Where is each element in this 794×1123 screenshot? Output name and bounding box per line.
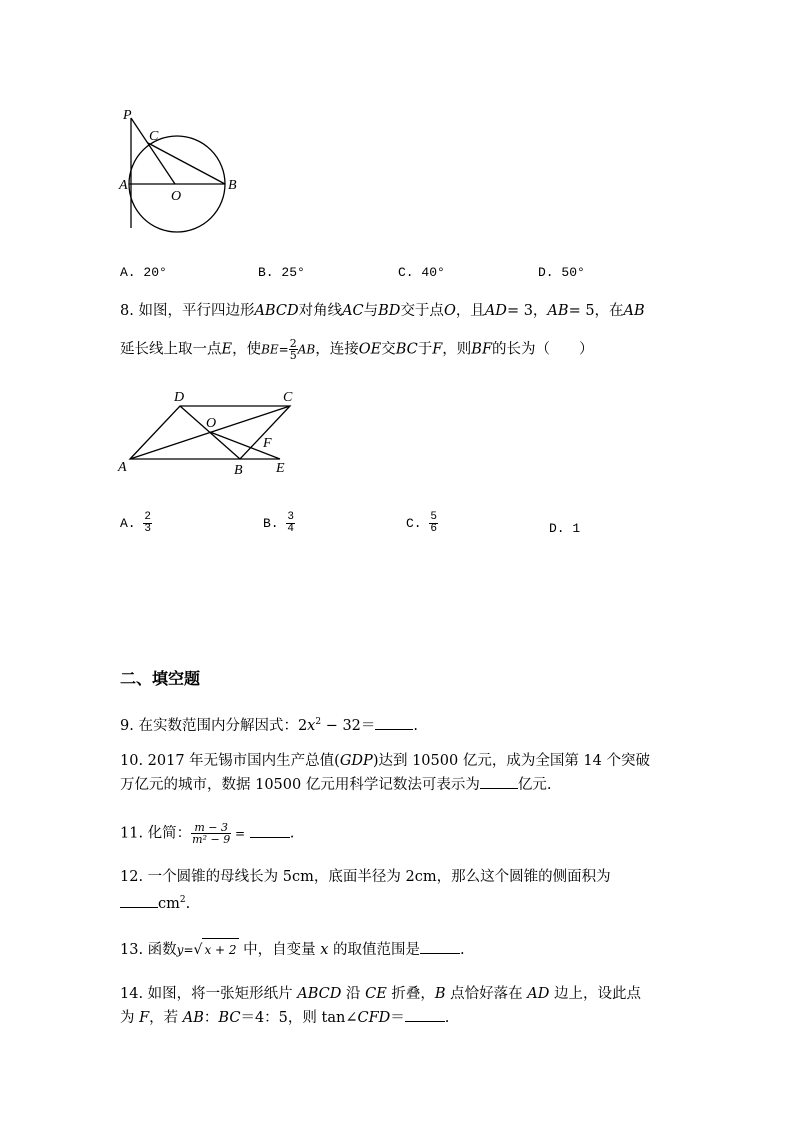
- q8-label-o: O: [206, 416, 217, 431]
- q7-option-b: B. 25°: [258, 265, 305, 280]
- q8-figure: [112, 385, 312, 480]
- q8-option-b: B. $\frac{3}{4}$: [263, 511, 295, 535]
- q10-line-2: 万亿元的城市，数据 10500 亿元用科学记数法可表示为 亿元.: [120, 774, 551, 796]
- q7-option-d: D. 50°: [538, 265, 585, 280]
- q10-answer-blank[interactable]: [480, 774, 518, 789]
- q14-line-1: 14. 如图，将一张矩形纸片 ABCD 沿 CE 折叠，B 点恰好落在 AD 边上，设此点: [120, 986, 642, 1002]
- q9-answer-blank[interactable]: [375, 715, 413, 730]
- q7-line-cb: [148, 143, 225, 184]
- q12-line-2: $cm^2$.: [120, 889, 190, 915]
- q8-option-d: D. 1: [549, 521, 581, 536]
- q13-radicand: x + 2: [202, 938, 238, 961]
- q7-line-pc: [131, 118, 175, 184]
- q11-answer-blank[interactable]: [250, 823, 290, 838]
- q8-option-a: A. $\frac{2}{3}$: [120, 511, 152, 535]
- q11-fraction: $\frac{m - 3}{\text{m² − 9}}$: [192, 821, 231, 846]
- q7-figure: [112, 100, 252, 235]
- q7-label-b: B: [228, 178, 237, 193]
- q8-label-e: E: [276, 461, 285, 476]
- q11: 11. 化简： $\frac{m - 3}{\text{m² − 9}}$ = .: [120, 821, 295, 846]
- q8-label-d: D: [174, 390, 185, 405]
- q12-line-1: 12. 一个圆锥的母线长为 5cm，底面半径为 2cm，那么这个圆锥的侧面积为: [120, 869, 611, 885]
- q8-option-c: C. $\frac{5}{6}$: [406, 511, 438, 535]
- q8-label-b: B: [234, 463, 243, 478]
- q14-line-2: 为 F，若 AB：BC＝4：5，则 tan∠CFD＝ .: [120, 1007, 449, 1029]
- q7-label-p: P: [123, 108, 132, 123]
- q7-label-c: C: [149, 129, 159, 144]
- q8-line-1: 8. 如图，平行四边形ABCD对角线AC与BD交于点O，且AD= 3，AB= 5，在AB: [120, 303, 645, 319]
- q8-line-2: 延长线上取一点E，使BE= $\frac{2}{5}$ AB，连接OE交BC于F，则BF的长为（ ）: [120, 337, 594, 362]
- q12-answer-blank[interactable]: [120, 893, 158, 908]
- q7-option-c: C. 40°: [398, 265, 445, 280]
- q7-label-a: A: [119, 178, 128, 193]
- q8-label-f: F: [263, 436, 272, 451]
- q9: 9. 在实数范围内分解因式：$2x^2 - 32=$ .: [120, 711, 418, 737]
- q7-label-o: O: [171, 189, 182, 204]
- q8-label-a: A: [118, 460, 127, 475]
- q10-line-1: 10. 2017 年无锡市国内生产总值(GDP)达到 10500 亿元，成为全国第 14 个突破: [120, 753, 650, 769]
- q13: 13. 函数y=√ x + 2 中，自变量 x 的取值范围是 .: [120, 938, 465, 961]
- q14-answer-blank[interactable]: [405, 1007, 445, 1022]
- section-title: 二、填空题: [120, 669, 201, 688]
- q8-fraction: $\frac{2}{5}$: [289, 337, 297, 362]
- q7-option-a: A. 20°: [120, 265, 167, 280]
- q13-answer-blank[interactable]: [420, 939, 460, 954]
- q8-label-c: C: [283, 390, 293, 405]
